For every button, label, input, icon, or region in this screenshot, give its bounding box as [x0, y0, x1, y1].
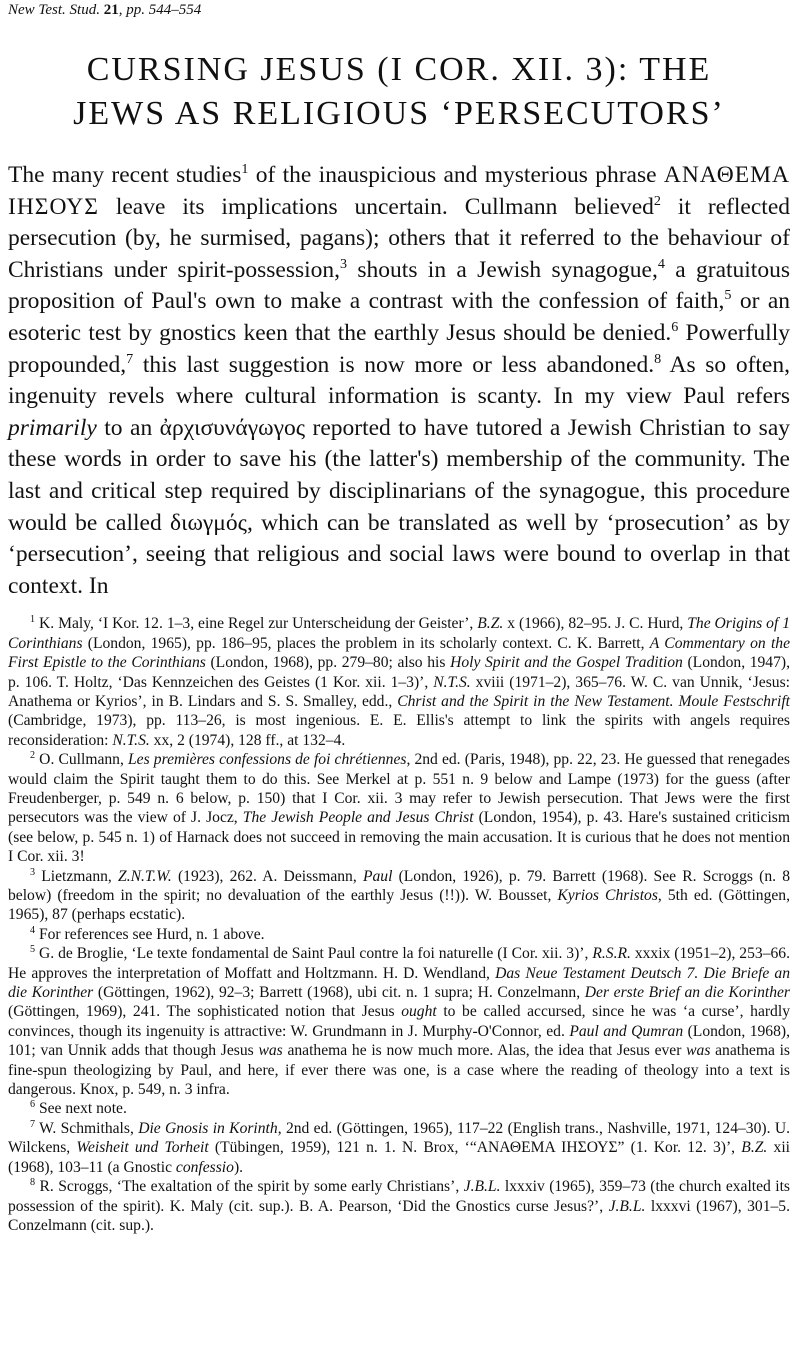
- body-text-run: or an esoteric test by gnostics keen that the earthly Jesus should be denied.: [8, 288, 790, 346]
- footnote-number: 5: [30, 944, 36, 956]
- footnote-text: K. Maly, ‘I Kor. 12. 1–3, eine Regel zur Unterscheidung der Geister’,: [35, 615, 478, 633]
- running-head: [8, 0, 790, 24]
- footnote-5: [8, 944, 790, 1099]
- body-text-run: shouts in a Jewish synagogue,: [347, 256, 658, 283]
- footnote-text: x (1966), 82–95. J. C. Hurd,: [503, 615, 688, 633]
- footnote-ref-5[interactable]: 5: [724, 287, 732, 304]
- footnote-italic: N.T.S.: [433, 673, 471, 691]
- footnote-text: W. Schmithals,: [35, 1119, 139, 1137]
- footnote-text: xii (1968), 103–11 (a Gnostic: [8, 1139, 790, 1176]
- footnote-italic: Les premières confessions de foi chrétiennes: [128, 751, 407, 769]
- footnote-italic: Paul and Qumran: [569, 1022, 684, 1040]
- body-text-run: a gratuitous proposition of Paul's own to make a contrast with the confession of faith,: [8, 256, 790, 315]
- footnote-italic: N.T.S.: [112, 731, 150, 749]
- footnotes-section: [8, 614, 790, 1235]
- footnote-text: (London, 1947), p. 106. T. Holtz, ‘Das Kennzeichen des Geistes (1 Kor. xii. 1–3)’,: [8, 654, 790, 691]
- footnote-italic: was: [258, 1042, 283, 1060]
- body-text-run: Powerfully propounded,: [8, 319, 790, 378]
- footnote-text: (London, 1968), pp. 279–80; also his: [205, 654, 451, 672]
- footnote-italic: Holy Spirit and the Gospel Tradition: [450, 654, 683, 672]
- article-title: [8, 48, 790, 136]
- footnote-number: 4: [30, 924, 36, 936]
- footnote-text: anathema he is now much more. Alas, the idea that Jesus ever: [282, 1042, 687, 1060]
- footnote-8: [8, 1177, 790, 1235]
- footnote-7: [8, 1119, 790, 1177]
- body-text-run: As so often, ingenuity revels where cultural information is scanty. In my view Paul refers: [8, 351, 790, 410]
- footnote-italic: The Jewish People and Jesus Christ: [242, 809, 474, 827]
- emphasis-primarily: primarily: [8, 414, 97, 441]
- footnote-italic: ought: [401, 1003, 437, 1021]
- footnote-6: [8, 1099, 790, 1118]
- footnote-text: (Tübingen, 1959), 121 n. 1. N. Brox, ‘“ΑΝΑΘΕΜΑ ΙΗΣΟΥΣ” (1. Kor. 12. 3)’,: [208, 1139, 742, 1157]
- footnote-italic: The Origins of 1 Corinthians: [8, 615, 791, 652]
- footnote-ref-1[interactable]: 1: [241, 161, 249, 178]
- footnote-italic: confessio: [175, 1158, 234, 1176]
- footnote-text: For references see Hurd, n. 1 above.: [35, 925, 265, 943]
- footnote-number: 7: [30, 1118, 36, 1130]
- footnote-text: O. Cullmann,: [35, 751, 128, 769]
- footnote-text: ).: [233, 1158, 244, 1176]
- footnote-2: [8, 750, 790, 866]
- footnote-1: [8, 614, 790, 750]
- footnote-italic: J.B.L.: [608, 1197, 646, 1215]
- footnote-italic: Der erste Brief an die Korinther: [584, 984, 790, 1002]
- footnote-text: , 2nd ed. (Paris, 1948), pp. 22, 23. He guessed that renegades would claim the Spirit taught them to do this. See Merkel at p. 551 n. 9 below and Lampe (1973) for the guess (after Freudenberger, p. 549 n. 6 below, p. 150) that I Cor. xii. 3 may refer to Jewish persecution. That Jews were the first persecutors was the view of J. Jocz,: [8, 751, 790, 827]
- article-title-line-1: CURSING JESUS (I COR. XII. 3): THE: [86, 51, 712, 88]
- footnote-text: G. de Broglie, ‘Le texte fondamental de Saint Paul contre la foi naturelle (I Cor. xii. 3)’,: [35, 945, 593, 963]
- footnote-ref-3[interactable]: 3: [340, 255, 348, 272]
- footnote-text: xviii (1971–2), 365–76. W. C. van Unnik, ‘Jesus: Anathema or Kyrios’, in B. Lindars and S. S. Smalley, edd.,: [8, 673, 790, 710]
- footnote-text: lxxxiv (1965), 359–73 (the church exalted its possession of the spirit). K. Maly (cit. sup.). B. A. Pearson, ‘Did the Gnostics curse Jesus?’,: [8, 1178, 790, 1215]
- footnote-ref-8[interactable]: 8: [654, 350, 662, 367]
- footnote-text: (London, 1926), p. 79. Barrett (1968). See R. Scroggs (n. 8 below) (freedom in the spirit; no devaluation of the earthly Jesus (!!)). W. Bousset,: [8, 867, 791, 904]
- footnote-4: [8, 925, 790, 944]
- body-text-run: leave its implications uncertain. Cullmann believed: [98, 193, 654, 220]
- footnote-number: 3: [30, 866, 36, 878]
- footnote-italic: J.B.L.: [463, 1178, 501, 1196]
- footnote-number: 8: [30, 1176, 36, 1188]
- footnote-text: xx, 2 (1974), 128 ff., at 132–4.: [149, 731, 346, 749]
- body-text-run: it reflected persecution (by, he surmised, pagans); others that it referred to the behaviour of Christians under spirit-possession,: [8, 193, 790, 283]
- body-text-run: to an ἀρχισυνάγωγος reported to have tutored a Jewish Christian to say these words in order to save his (the latter's) membership of the community. The last and critical step required by disciplinarians of the synagogue, this procedure would be called διωγμός, which can be translated as well by ‘prosecution’ as by ‘persecution’, seeing that religious and social laws were bound to overlap in that context. In: [8, 414, 790, 599]
- footnote-italic: R.S.R.: [592, 945, 631, 963]
- footnote-text: xxxix (1951–2), 253–66. He approves the interpretation of Moffatt and Holtzmann. H. D. Wendland,: [8, 945, 790, 982]
- footnote-text: See next note.: [35, 1100, 127, 1118]
- footnote-text: R. Scroggs, ‘The exaltation of the spirit by some early Christians’,: [35, 1178, 464, 1196]
- body-paragraph: [8, 160, 790, 602]
- body-text-run: of the inauspicious and mysterious phrase: [248, 162, 664, 188]
- footnote-text: (London, 1968), 101; van Unnik adds that though Jesus: [8, 1022, 790, 1060]
- footnote-text: lxxxvi (1967), 301–5. Conzelmann (cit. sup.).: [8, 1197, 790, 1234]
- greek-phrase: ΑΝΑΘΕΜΑ ΙΗΣΟΥΣ: [8, 162, 791, 220]
- body-text-run: The many recent studies: [8, 162, 242, 188]
- footnote-italic: Die Gnosis in Korinth: [138, 1119, 278, 1137]
- footnote-italic: Z.N.T.W.: [118, 867, 172, 885]
- footnote-italic: B.Z.: [741, 1139, 768, 1157]
- footnote-text: (Göttingen, 1962), 92–3; Barrett (1968), ubi cit. n. 1 supra; H. Conzelmann,: [93, 984, 585, 1002]
- footnote-italic: Das Neue Testament Deutsch 7. Die Briefe an die Korinther: [8, 964, 790, 1002]
- footnote-number: 6: [30, 1099, 36, 1111]
- footnote-italic: Christ and the Spirit in the New Testament. Moule Festschrift: [397, 692, 790, 710]
- journal-name: New Test. Stud.: [8, 2, 100, 18]
- footnote-text: (Cambridge, 1973), pp. 113–26, is most ingenious. E. E. Ellis's attempt to link the spirits with angels requires reconsideration:: [8, 712, 790, 749]
- footnote-text: , 2nd ed. (Göttingen, 1965), 117–22 (English trans., Nashville, 1971, 124–30). U. Wilckens,: [8, 1119, 790, 1157]
- footnote-italic: was: [686, 1042, 711, 1060]
- footnote-italic: B.Z.: [477, 615, 504, 633]
- journal-volume: 21: [103, 2, 119, 18]
- page-range: , pp. 544–554: [118, 2, 202, 18]
- footnote-italic: A Commentary on the First Epistle to the Corinthians: [8, 634, 790, 672]
- footnote-text: (London, 1954), p. 43. Hare's sustained criticism (see below, p. 545 n. 1) of Harnack does not succeed in removing the main accusation. It is curious that he does not mention I Cor. xii. 3!: [8, 809, 790, 866]
- footnote-text: (1923), 262. A. Deissmann,: [171, 867, 363, 885]
- footnote-ref-4[interactable]: 4: [657, 255, 665, 272]
- footnote-text: to be called accursed, since he was ‘a curse’, hardly convinces, though its ingenuity is attractive: W. Grundmann in J. Murphy-O'Connor, ed.: [8, 1003, 790, 1040]
- footnote-3: [8, 867, 790, 925]
- footnote-text: , 5th ed. (Göttingen, 1965), 87 (perhaps ecstatic).: [8, 887, 790, 924]
- footnote-text: Lietzmann,: [35, 867, 119, 885]
- footnote-italic: Weisheit und Torheit: [76, 1139, 209, 1157]
- footnote-text: (Göttingen, 1969), 241. The sophisticated notion that Jesus: [8, 1003, 402, 1021]
- footnote-ref-2[interactable]: 2: [653, 192, 661, 209]
- article-title-line-2: JEWS AS RELIGIOUS ‘PERSECUTORS’: [73, 95, 725, 132]
- footnote-ref-6[interactable]: 6: [671, 319, 679, 336]
- footnote-number: 2: [30, 749, 36, 761]
- footnote-italic: Kyrios Christos: [557, 887, 658, 904]
- footnote-italic: Paul: [362, 867, 393, 885]
- footnote-ref-7[interactable]: 7: [126, 350, 134, 367]
- body-text-run: this last suggestion is now more or less abandoned.: [133, 351, 655, 378]
- footnote-number: 1: [30, 614, 36, 626]
- footnote-text: anathema is fine-spun theologizing by Paul, and here, if ever there was one, is a case where the reading of theology into a text is dangerous. Knox, p. 549, n. 3 infra.: [8, 1042, 790, 1099]
- footnote-text: (London, 1965), pp. 186–95, places the problem in its scholarly context. C. K. Barrett,: [82, 634, 650, 652]
